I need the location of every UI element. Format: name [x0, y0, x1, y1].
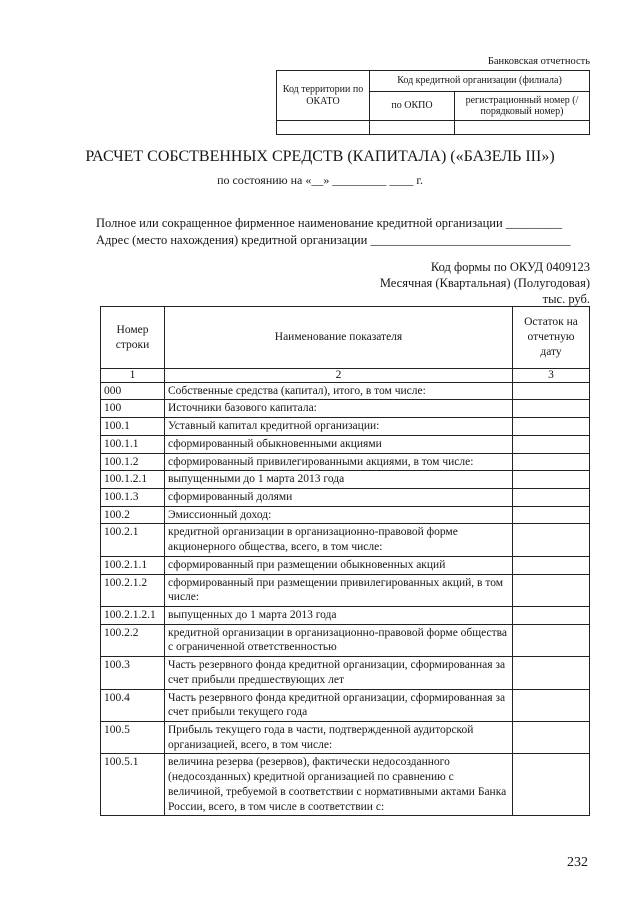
row-number-cell: 100.1 [101, 418, 165, 436]
org-address-line: Адрес (место нахождения) кредитной организации ________________________________ [96, 233, 571, 247]
table-row [101, 488, 590, 506]
table-row [101, 453, 590, 471]
indicator-name-cell: Эмиссионный доход: [165, 506, 513, 524]
indicator-name-cell: Источники базового капитала: [165, 400, 513, 418]
indicator-name-cell: кредитной организации в организационно-правовой форме общества с ограниченной ответственностью [165, 624, 513, 656]
report-type-label: Банковская отчетность [487, 56, 590, 67]
indicator-name-cell: кредитной организации в организационно-правовой форме акционерного общества, всего, в том числе: [165, 524, 513, 556]
balance-cell [513, 488, 590, 506]
row-number-cell: 100.1.1 [101, 435, 165, 453]
balance-cell [513, 435, 590, 453]
balance-cell [513, 524, 590, 556]
okpo-value-cell [370, 121, 455, 135]
okato-header: Код территории по ОКАТО [277, 71, 370, 121]
capital-table [100, 306, 590, 816]
balance-cell [513, 754, 590, 816]
indicator-name-cell: сформированный при размещении обыкновенных акций [165, 556, 513, 574]
currency-unit: тыс. руб. [542, 292, 590, 306]
table-row [101, 689, 590, 721]
indicator-name-cell: Часть резервного фонда кредитной организации, сформированная за счет прибыли предшествующих лет [165, 657, 513, 689]
row-number-cell: 000 [101, 382, 165, 400]
indicator-name-cell: Уставный капитал кредитной организации: [165, 418, 513, 436]
balance-cell [513, 722, 590, 754]
indicator-name-cell: Собственные средства (капитал), итого, в том числе: [165, 382, 513, 400]
balance-cell [513, 453, 590, 471]
row-number-cell: 100.2 [101, 506, 165, 524]
balance-cell [513, 657, 590, 689]
table-row [101, 574, 590, 606]
row-number-cell: 100.5.1 [101, 754, 165, 816]
reg-number-header: регистрационный номер (/порядковый номер) [455, 92, 590, 121]
indicator-name-cell: Прибыль текущего года в части, подтвержденной аудиторской организацией, всего, в том числе: [165, 722, 513, 754]
indicator-name-cell: величина резерва (резервов), фактически недосозданного (недосозданных) кредитной организацией по сравнению с величиной, требуемой в соответствии с нормативными актами Банка России, всего, в том числе в соответствии с: [165, 754, 513, 816]
balance-cell [513, 574, 590, 606]
balance-cell [513, 606, 590, 624]
row-number-cell: 100.2.1.1 [101, 556, 165, 574]
okato-value-cell [277, 121, 370, 135]
row-number-cell: 100.1.3 [101, 488, 165, 506]
table-row [101, 471, 590, 489]
row-number-header: Номер строки [101, 307, 165, 369]
balance-cell [513, 624, 590, 656]
form-code: Код формы по ОКУД 0409123 [430, 260, 590, 274]
row-number-cell: 100.1.2.1 [101, 471, 165, 489]
row-number-cell: 100.3 [101, 657, 165, 689]
table-row [101, 754, 590, 816]
table-row [101, 524, 590, 556]
balance-cell [513, 382, 590, 400]
row-number-cell: 100 [101, 400, 165, 418]
row-number-cell: 100.1.2 [101, 453, 165, 471]
table-row [101, 506, 590, 524]
balance-cell [513, 471, 590, 489]
page-number: 232 [567, 855, 588, 870]
balance-header: Остаток на отчетную дату [513, 307, 590, 369]
indicator-name-header: Наименование показателя [165, 307, 513, 369]
balance-cell [513, 400, 590, 418]
indicator-name-cell: сформированный при размещении привилегированных акций, в том числе: [165, 574, 513, 606]
indicator-name-cell: выпущенных до 1 марта 2013 года [165, 606, 513, 624]
balance-cell [513, 418, 590, 436]
column-number: 1 [101, 369, 165, 383]
table-row [101, 418, 590, 436]
table-row [101, 722, 590, 754]
balance-cell [513, 506, 590, 524]
table-row [101, 606, 590, 624]
reg-number-value-cell [455, 121, 590, 135]
row-number-cell: 100.5 [101, 722, 165, 754]
row-number-cell: 100.4 [101, 689, 165, 721]
table-row [101, 657, 590, 689]
indicator-name-cell: выпущенными до 1 марта 2013 года [165, 471, 513, 489]
document-title: РАСЧЕТ СОБСТВЕННЫХ СРЕДСТВ (КАПИТАЛА) («БАЗЕЛЬ III») [85, 148, 555, 165]
codes-table [276, 70, 590, 135]
periodicity: Месячная (Квартальная) (Полугодовая) [379, 276, 590, 290]
table-row [101, 400, 590, 418]
indicator-name-cell: сформированный долями [165, 488, 513, 506]
table-row [101, 624, 590, 656]
org-code-header: Код кредитной организации (филиала) [370, 71, 590, 92]
okpo-header: по ОКПО [370, 92, 455, 121]
report-date-line: по состоянию на «__» _________ ____ г. [217, 173, 423, 187]
row-number-cell: 100.2.2 [101, 624, 165, 656]
balance-cell [513, 689, 590, 721]
row-number-cell: 100.2.1 [101, 524, 165, 556]
row-number-cell: 100.2.1.2 [101, 574, 165, 606]
column-number: 2 [165, 369, 513, 383]
column-number: 3 [513, 369, 590, 383]
table-row [101, 382, 590, 400]
balance-cell [513, 556, 590, 574]
table-row [101, 556, 590, 574]
indicator-name-cell: сформированный привилегированными акциями, в том числе: [165, 453, 513, 471]
org-name-line: Полное или сокращенное фирменное наименование кредитной организации _________ [96, 216, 563, 230]
table-row [101, 435, 590, 453]
row-number-cell: 100.2.1.2.1 [101, 606, 165, 624]
indicator-name-cell: Часть резервного фонда кредитной организации, сформированная за счет прибыли текущего года [165, 689, 513, 721]
indicator-name-cell: сформированный обыкновенными акциями [165, 435, 513, 453]
